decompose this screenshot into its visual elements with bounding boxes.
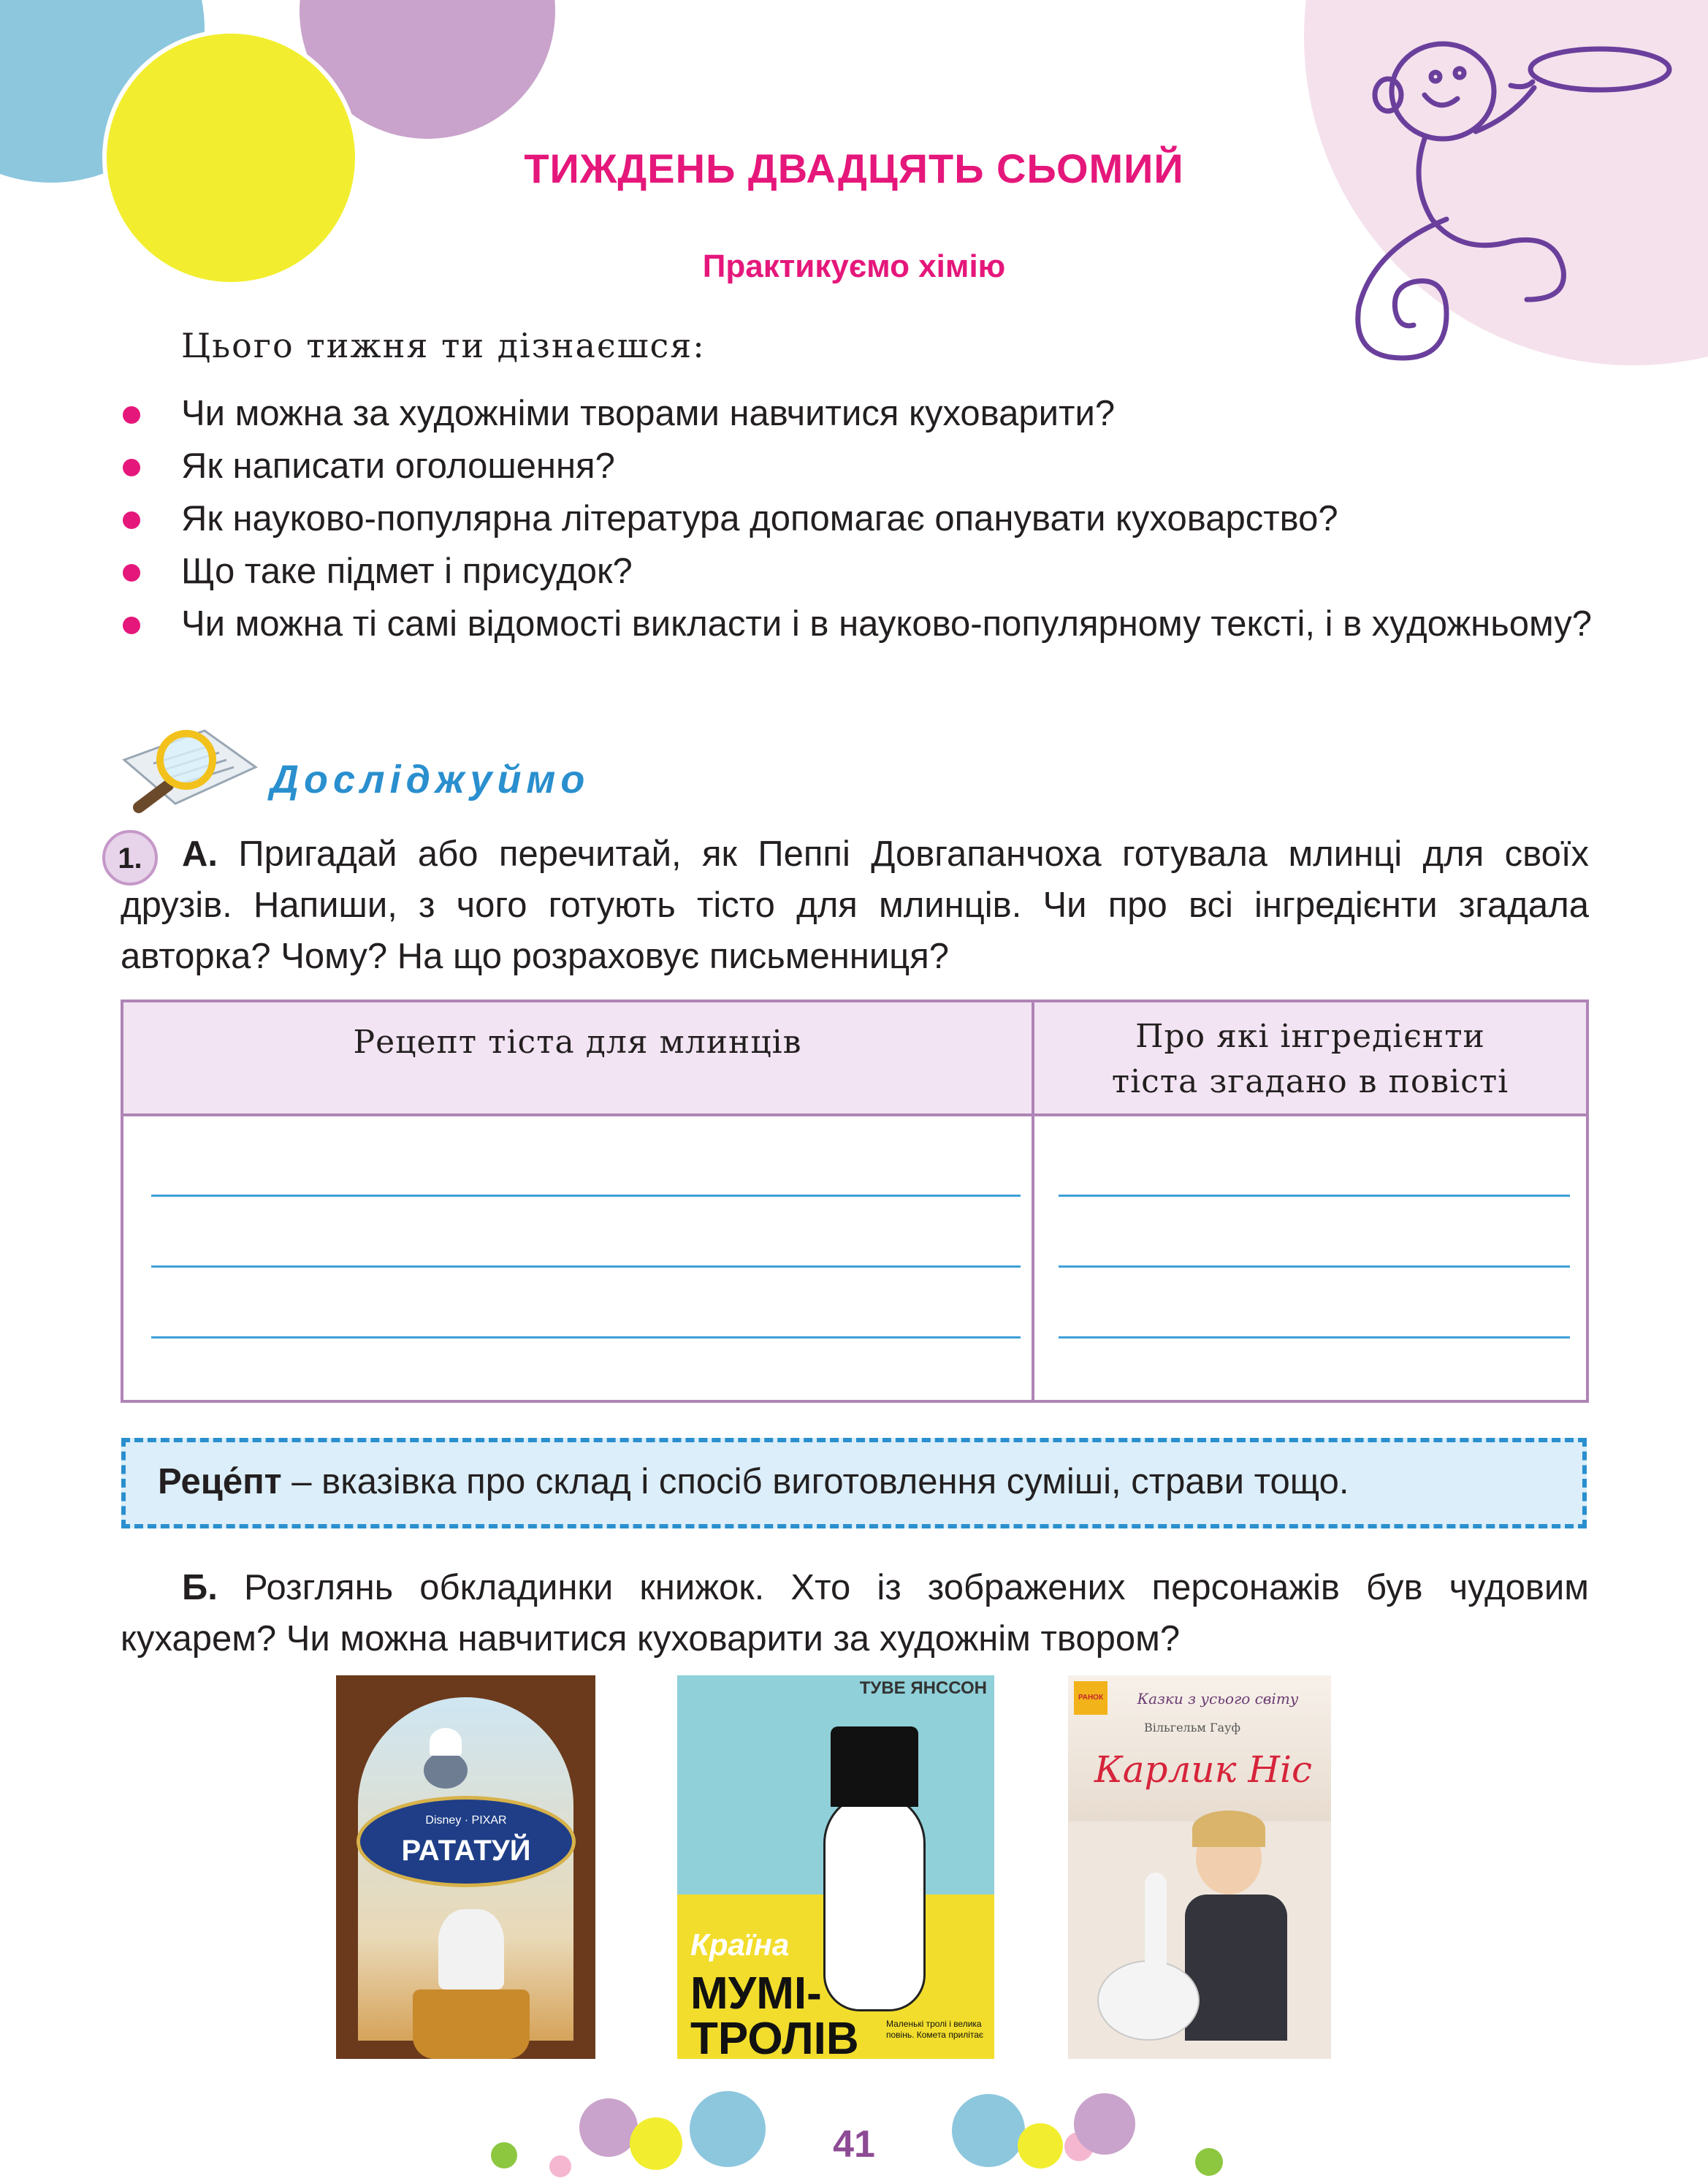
table-header-ingredients: Про які інгредієнти тіста згадано в повісті (1111, 1018, 1509, 1100)
list-item: Чи можна ті самі відомості викласти і в науково-популярному тексті, і в художньому? (123, 598, 1606, 650)
goose-neck (1145, 1873, 1167, 1975)
cooking-pot (413, 1989, 530, 2059)
task-a-text: А. Пригадай або перечитай, як Пеппі Довгапанчоха готувала млинці для своїх друзів. Напиши, з чого готують тісто для млинців. Чи про всі інгредієнти згадала авторка? Чому? На що розраховує письменниця? (121, 834, 1589, 976)
cover-title-line3: ТРОЛІВ (690, 2014, 859, 2059)
cover-title-line1: Країна (690, 1927, 790, 1962)
intro-text: Цього тижня ти дізнаєшся: (181, 326, 706, 365)
cover-author: ТУВЕ ЯНССОН (859, 1678, 987, 1698)
chef-character-figure (438, 1909, 504, 1989)
answer-table (121, 999, 1589, 1403)
cover-brand: Disney · PIXAR (425, 1814, 507, 1827)
definition-term: Реце́пт (158, 1462, 282, 1501)
cover-title: РАТАТУЙ (401, 1835, 531, 1867)
bullet-dot-icon (123, 459, 140, 476)
list-item: Чи можна за художніми творами навчитися куховарити? (123, 387, 1606, 440)
bullet-dot-icon (123, 564, 140, 582)
answer-line-2[interactable] (151, 1265, 1021, 1268)
book-cover-ratatouille (336, 1675, 595, 2059)
task-number-badge: 1. (102, 830, 158, 886)
cover-series: Казки з усього світу (1137, 1690, 1299, 1707)
publisher-logo: РАНОК (1074, 1681, 1107, 1715)
table-header-recipe: Рецепт тіста для млинців (353, 1024, 802, 1061)
section-title: Досліджуймо (270, 758, 590, 801)
decor-dot (491, 2142, 517, 2169)
cover-title: Карлик Ніс (1094, 1748, 1312, 1791)
book-cover-dwarf-nose (1068, 1675, 1331, 2059)
answer-line-3[interactable] (151, 1336, 1021, 1339)
answer-line-6[interactable] (1059, 1336, 1570, 1339)
task-b-label: Б. (182, 1568, 218, 1607)
decor-dot (630, 2117, 682, 2170)
boy-hair (1192, 1810, 1265, 1847)
bullet-dot-icon (123, 617, 140, 634)
moomin-figure (823, 1792, 926, 2011)
cover-title-line2: МУМІ- (690, 1968, 822, 2019)
magnifier-document-icon (117, 723, 263, 818)
bullet-dot-icon (123, 406, 140, 424)
answer-line-1[interactable] (151, 1195, 1021, 1197)
decor-dot (1195, 2148, 1223, 2176)
list-item: Як написати оголошення? (123, 440, 1606, 492)
answer-line-5[interactable] (1059, 1265, 1570, 1268)
definition-box (121, 1438, 1587, 1528)
top-hat-icon (831, 1726, 918, 1807)
page-subtitle: Практикуємо хімію (702, 248, 1006, 284)
decor-dot (549, 2155, 571, 2177)
bullet-dot-icon (123, 511, 140, 529)
page-number: 41 (833, 2123, 875, 2166)
monkey-chef-illustration (1330, 15, 1695, 380)
cover-author: Вільгельм Гауф (1143, 1721, 1241, 1735)
answer-line-4[interactable] (1059, 1195, 1570, 1197)
decor-dot (1074, 2093, 1135, 2155)
learning-goals-list (123, 387, 1606, 650)
rat-chef-figure (424, 1752, 468, 1789)
decor-dot (690, 2091, 766, 2167)
chef-hat-icon (430, 1728, 462, 1756)
decor-dot (1018, 2123, 1063, 2169)
boy-vest (1185, 1895, 1287, 2041)
decor-dot (952, 2094, 1025, 2167)
task-b-text: Б. Розглянь обкладинки книжок. Хто із зображених персонажів був чудовим кухарем? Чи можна навчитися куховарити за художнім твором? (121, 1568, 1589, 1659)
book-cover-moomins (677, 1675, 994, 2059)
definition-text: Реце́пт – вказівка про склад і спосіб виготовлення суміші, страви тощо. (158, 1462, 1349, 1501)
page-title: ТИЖДЕНЬ ДВАДЦЯТЬ СЬОМИЙ (524, 145, 1184, 191)
decor-dot (579, 2098, 638, 2157)
task-a-label: А. (182, 834, 218, 874)
list-item: Що таке підмет і присудок? (123, 545, 1606, 598)
cover-note: Маленькі тролі і велика повінь. Комета прилітає (886, 2019, 984, 2040)
list-item: Як науково-популярна література допомагає опанувати куховарство? (123, 492, 1606, 545)
